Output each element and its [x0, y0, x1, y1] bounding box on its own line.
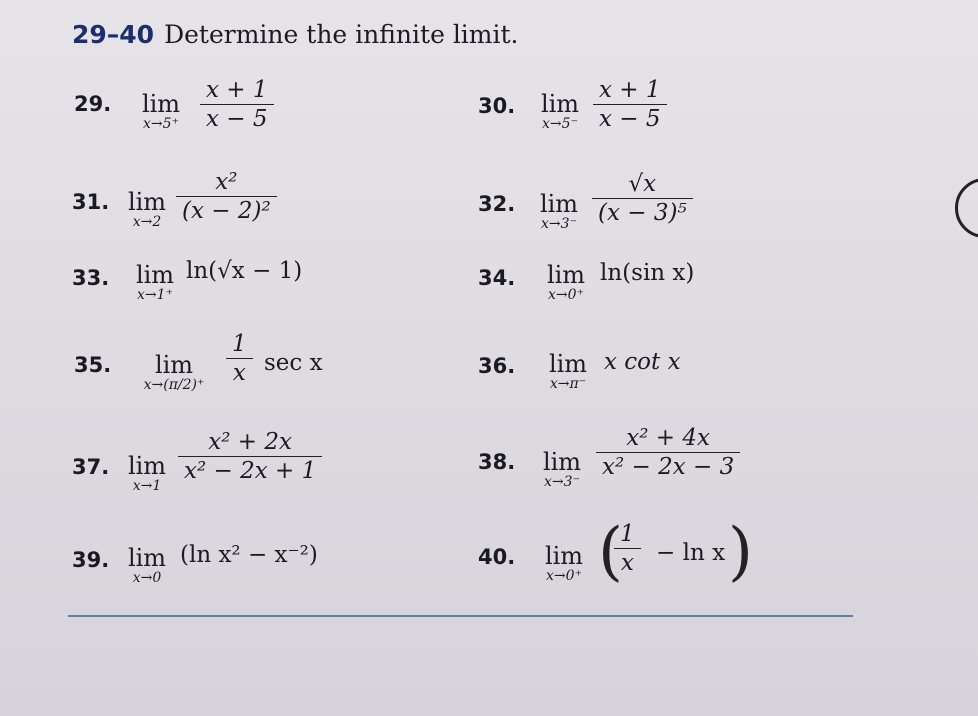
- lim-word: lim: [546, 261, 586, 289]
- exercise-heading: [72, 20, 519, 49]
- limit-subscript: x→1⁺: [137, 287, 173, 303]
- right-big-paren: ): [728, 515, 753, 589]
- limit-expression: ln(sin x): [600, 260, 695, 286]
- limit-operator: [530, 192, 588, 232]
- problem-number: 29.: [74, 92, 112, 116]
- exercise-range: 29–40: [72, 20, 155, 49]
- denominator: x − 5: [593, 104, 667, 133]
- left-big-paren: (: [598, 515, 623, 589]
- limit-subscript: x→0⁺: [548, 287, 584, 303]
- lim-word: lim: [542, 448, 582, 476]
- numerator: x²: [215, 169, 238, 195]
- limit-subscript: x→0: [132, 570, 162, 586]
- numerator: x + 1: [599, 77, 661, 103]
- fraction: [592, 170, 693, 227]
- problem-number: 40.: [478, 545, 516, 569]
- numerator: 1: [620, 521, 635, 547]
- lim-word: lim: [127, 188, 167, 216]
- denominator: (x − 2)²: [176, 196, 277, 225]
- problem-number: 32.: [478, 192, 516, 216]
- limit-expression: (ln x² − x⁻²): [180, 542, 318, 568]
- problem-number: 30.: [478, 94, 516, 118]
- problem-number: 31.: [72, 190, 110, 214]
- fraction: [596, 424, 740, 481]
- fraction: [226, 330, 253, 387]
- limit-subscript: x→0⁺: [546, 568, 582, 584]
- limit-operator: [540, 352, 596, 392]
- limit-subscript: x→5⁻: [542, 116, 578, 132]
- limit-operator: [530, 92, 590, 132]
- limit-operator: [536, 544, 592, 584]
- numerator: 1: [232, 331, 247, 357]
- lim-word: lim: [540, 90, 580, 118]
- limit-expression: x cot x: [604, 349, 681, 375]
- problem-number: 36.: [478, 354, 516, 378]
- denominator: (x − 3)⁵: [592, 198, 693, 227]
- lim-word: lim: [539, 190, 579, 218]
- fraction: [176, 168, 277, 225]
- fraction: [200, 76, 274, 133]
- problem-number: 33.: [72, 266, 110, 290]
- lim-word: lim: [548, 350, 588, 378]
- limit-subscript: x→2: [132, 214, 162, 230]
- lim-word: lim: [154, 351, 194, 379]
- limit-operator: [130, 92, 192, 132]
- problem-number: 34.: [478, 266, 516, 290]
- limit-subscript: x→π⁻: [549, 376, 587, 392]
- limit-operator: [532, 450, 592, 490]
- limit-operator: [124, 353, 224, 393]
- limit-tail: sec x: [264, 350, 323, 376]
- limit-operator: [122, 454, 172, 494]
- limit-subscript: x→5⁺: [143, 116, 179, 132]
- edge-circle-mark: [955, 178, 978, 238]
- problem-number: 38.: [478, 450, 516, 474]
- limit-subscript: x→3⁻: [544, 474, 580, 490]
- limit-subscript: x→1: [132, 478, 162, 494]
- lim-word: lim: [141, 90, 181, 118]
- numerator: x² + 2x: [208, 429, 292, 455]
- limit-subscript: x→3⁻: [541, 216, 577, 232]
- numerator: x² + 4x: [626, 425, 710, 451]
- limit-operator: [122, 546, 172, 586]
- lim-word: lim: [544, 542, 584, 570]
- fraction: [178, 428, 322, 485]
- section-divider: [68, 615, 853, 617]
- fraction: [593, 76, 667, 133]
- limit-operator: [130, 263, 180, 303]
- fraction: [614, 520, 641, 577]
- limit-operator: [538, 263, 594, 303]
- numerator: x + 1: [206, 77, 268, 103]
- lim-word: lim: [135, 261, 175, 289]
- denominator: x² − 2x + 1: [178, 456, 322, 485]
- problem-number: 37.: [72, 455, 110, 479]
- exercise-instruction: Determine the infinite limit.: [164, 20, 519, 49]
- limit-operator: [122, 190, 172, 230]
- limit-subscript: x→(π/2)⁺: [143, 377, 205, 393]
- lim-word: lim: [127, 452, 167, 480]
- limit-tail: − ln x: [656, 540, 726, 566]
- limit-expression: ln(√x − 1): [186, 258, 303, 284]
- denominator: x: [226, 358, 253, 387]
- denominator: x − 5: [200, 104, 274, 133]
- denominator: x: [614, 548, 641, 577]
- problem-number: 35.: [74, 353, 112, 377]
- problem-number: 39.: [72, 548, 110, 572]
- numerator: √x: [628, 171, 657, 197]
- denominator: x² − 2x − 3: [596, 452, 740, 481]
- lim-word: lim: [127, 544, 167, 572]
